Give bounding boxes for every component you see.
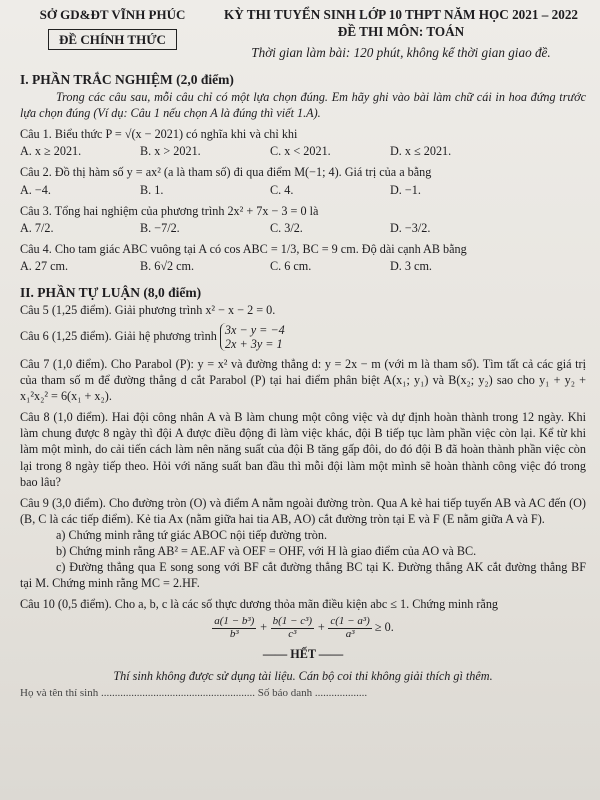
fraction-term-3 [328, 616, 371, 640]
term-1-numerator: a(1 − b³) [214, 615, 255, 628]
q4-option-d: D. 3 cm. [390, 258, 432, 273]
question-9c: c) Đường thẳng qua E song song với BF cắt đường thẳng BC tại K. Đường thẳng AK cắt đường thẳng BF tại M. Chứng minh rằng MC = 2.HF. [20, 560, 586, 591]
fraction-term-2 [271, 616, 314, 640]
header-left [20, 6, 205, 61]
part1-title: I. PHẦN TRẮC NGHIỆM (2,0 điểm) [20, 72, 234, 88]
q4-option-a: A. 27 cm. [20, 258, 69, 273]
exam-header [20, 6, 586, 61]
question-1: Câu 1. Biểu thức P = √(x − 2021) có nghĩa khi và chỉ khi [20, 127, 298, 142]
question-9: Câu 9 (3,0 điểm). Cho đường tròn (O) và điểm A nằm ngoài đường tròn. Qua A kẻ hai tiếp tuyến AB và AC đến (O) (B, C là các tiếp điểm). Kẻ tia Ax (nằm giữa hai tia AB, AO) cắt đường tròn tại E và F (E nằm giữa A và F). [20, 495, 586, 526]
question-9b: b) Chứng minh rằng AB² = AE.AF và OEF = OHF, với H là giao điểm của AO và BC. [56, 544, 477, 559]
system-eq-2: 2x + 3y = 1 [224, 336, 283, 351]
footer-note: Thí sinh không được sử dụng tài liệu. Cán bộ coi thi không giải thích gì thêm. [113, 668, 493, 683]
question-2-options [20, 182, 586, 198]
term-2-denominator: c³ [288, 627, 297, 640]
inequality-rhs: ≥ 0. [374, 620, 394, 635]
question-6 [20, 323, 586, 351]
q3-option-c: C. 3/2. [270, 220, 303, 235]
question-3-options [20, 220, 586, 236]
system-eq-1: 3x − y = −4 [224, 322, 285, 337]
question-9a: a) Chứng minh rằng tứ giác ABOC nội tiếp đường tròn. [56, 527, 327, 542]
question-1-options [20, 143, 586, 159]
q1-option-c: C. x < 2021. [270, 144, 331, 159]
inequality: $\frac{\text{a(1 − b³)}}{\text{b³}}$ + $\frac{\text{b(1 − c³)}}{\text{c³}}$ + $\frac{\text{c(1 − a³)}}{\text{a³}}$ ≥ 0. [214, 615, 394, 640]
term-2-numerator: b(1 − c³) [272, 615, 313, 628]
q3-option-a: A. 7/2. [20, 220, 54, 235]
equation-system [220, 323, 285, 351]
q4-option-c: C. 6 cm. [270, 258, 312, 273]
question-2: Câu 2. Đồ thị hàm số y = ax² (a là tham số) đi qua điểm M(−1; 4). Giá trị của a bằng [20, 165, 432, 180]
official-stamp: ĐỀ CHÍNH THỨC [48, 29, 177, 50]
exam-subject: ĐỀ THI MÔN: TOÁN [337, 24, 465, 40]
department-name: SỞ GD&ĐT VĨNH PHÚC [39, 7, 186, 22]
candidate-line: Họ và tên thí sinh ........................................................ Số báo danh ................... [20, 686, 368, 699]
term-1-denominator: b³ [229, 627, 239, 640]
end-marker: —— HẾT —— [262, 647, 344, 662]
exam-title: KỲ THI TUYỂN SINH LỚP 10 THPT NĂM HỌC 2021 – 2022 [223, 7, 579, 22]
part1-intro: Trong các câu sau, mỗi câu chỉ có một lựa chọn đúng. Em hãy ghi vào bài làm chữ cái in hoa đứng trước lựa chọn đúng (Ví dụ: Câu 1 nếu chọn A là đúng thì viết 1.A). [20, 90, 586, 121]
term-3-denominator: a³ [345, 627, 355, 640]
q2-option-a: A. −4. [20, 182, 51, 197]
question-4-options [20, 258, 586, 274]
question-5: Câu 5 (1,25 điểm). Giải phương trình x² − x − 2 = 0. [20, 302, 276, 317]
q1-option-a: A. x ≥ 2021. [20, 144, 82, 159]
question-3: Câu 3. Tổng hai nghiệm của phương trình 2x² + 7x − 3 = 0 là [20, 203, 319, 218]
q2-option-c: C. 4. [270, 182, 294, 197]
header-right [216, 6, 586, 61]
q4-option-b: B. 6√2 cm. [140, 258, 195, 273]
q1-option-b: B. x > 2021. [140, 144, 201, 159]
fraction-term-1 [212, 616, 256, 640]
exam-time: Thời gian làm bài: 120 phút, không kể thời gian giao đề. [251, 44, 551, 60]
q3-option-b: B. −7/2. [140, 220, 180, 235]
q1-option-d: D. x ≤ 2021. [390, 144, 452, 159]
part2-title: II. PHẦN TỰ LUẬN (8,0 điểm) [20, 285, 202, 301]
question-10: Câu 10 (0,5 điểm). Cho a, b, c là các số thực dương thỏa mãn điều kiện abc ≤ 1. Chứng minh rằng [20, 597, 499, 612]
q2-option-d: D. −1. [390, 182, 421, 197]
term-3-numerator: c(1 − a³) [330, 615, 370, 628]
question-8: Câu 8 (1,0 điểm). Hai đội công nhân A và B làm chung một công việc và dự định hoàn thành trong 12 ngày. Khi làm chung được 8 ngày thì đội A được điều động đi làm việc khác, đội B tiếp tục làm phần việc còn lại. Kể từ khi làm một mình, do cải tiến cách làm nên năng suất của đội B tăng gấp đôi, do đó đội B đã hoàn thành phần việc còn lại trong 8 ngày tiếp theo. Hỏi với năng suất ban đầu thì mỗi đội làm một mình sẽ hoàn thành công việc đó trong bao lâu? [20, 410, 586, 489]
q3-option-d: D. −3/2. [390, 220, 431, 235]
q2-option-b: B. 1. [140, 182, 164, 197]
question-7: Câu 7 (1,0 điểm). Cho Parabol (P): y = x² và đường thẳng d: y = 2x − m (với m là tham số). Tìm tất cả các giá trị của tham số m để đường thẳng d cắt Parabol (P) tại hai điểm phân biệt A(x₁; y₁) và B(x₂; y₂) sao cho y₁ + y₂ + x₁²x₂² = 6(x₁ + x₂). [20, 356, 586, 404]
question-6-text: Câu 6 (1,25 điểm). Giải hệ phương trình [20, 328, 217, 343]
question-4: Câu 4. Cho tam giác ABC vuông tại A có cos ABC = 1/3, BC = 9 cm. Độ dài cạnh AB bằng [20, 241, 467, 256]
